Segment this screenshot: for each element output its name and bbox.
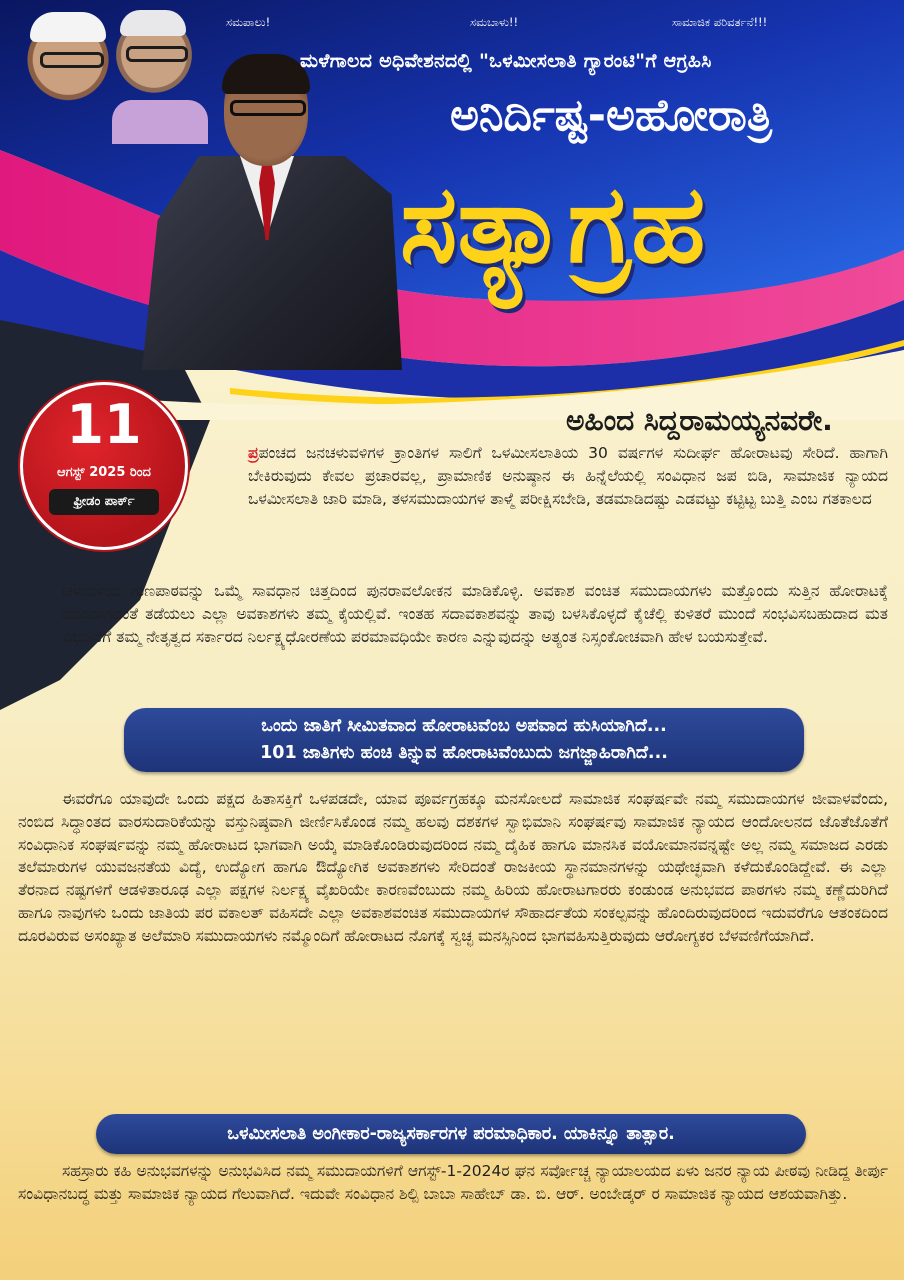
glasses-icon: [40, 52, 104, 68]
badge-venue: ಫ್ರೀಡಂ ಪಾರ್ಕ್: [49, 489, 159, 515]
portrait-right-hair: [120, 10, 186, 36]
paragraph-intro: [248, 442, 888, 510]
tag-equal-share: ಸಮಪಾಲು!: [226, 15, 271, 29]
banner-caste-claim: [124, 708, 804, 772]
portrait-left-hair: [30, 12, 106, 42]
banner-state-authority: ಒಳಮೀಸಲಾತಿ ಅಂಗೀಕಾರ-ರಾಜ್ಯಸರ್ಕಾರಗಳ ಪರಮಾಧಿಕಾರ. ಯಾಕಿನ್ನೂ ತಾತ್ಸಾರ.: [96, 1114, 806, 1154]
subheading: ಮಳೆಗಾಲದ ಅಧಿವೇಶನದಲ್ಲಿ "ಒಳಮೀಸಲಾತಿ ಗ್ಯಾರಂಟಿ"ಗೆ ಆಗ್ರಹಿಸಿ: [300, 50, 712, 72]
page-title: ಸತ್ಯಾಗ್ರಹ: [400, 161, 706, 287]
paragraph-struggle: ಈವರೆಗೂ ಯಾವುದೇ ಒಂದು ಪಕ್ಷದ ಹಿತಾಸಕ್ತಿಗೆ ಒಳಪಡದೇ, ಯಾವ ಪೂರ್ವಗ್ರಹಕ್ಕೂ ಮನಸೋಲದೆ ಸಾಮಾಜಿಕ ಸಂಘರ್ಷವೇ ನಮ್ಮ ಸಮುದಾಯಗಳ ಜೀವಾಳವೆಂದು, ನಂಬಿದ ಸಿದ್ಧಾಂತದ ವಾರಸುದಾರಿಕೆಯನ್ನು ವಸ್ತುನಿಷ್ಠವಾಗಿ ಜೀರ್ಣಿಸಿಕೊಂಡ ನಮ್ಮ ಹಲವು ದಶಕಗಳ ಸ್ವಾಭಿಮಾನಿ ಸಂಘರ್ಷವು ಸಾಮಾಜಿಕ ನ್ಯಾಯದ ಆಂದೋಲನದ ಜೊತೆಜೊತೆಗೆ ಸಂವಿಧಾನಿಕ ಸಂಘರ್ಷವನ್ನು ನಮ್ಮ ಹೋರಾಟದ ಭಾಗವಾಗಿ ಅಯ್ಕೆ ಮಾಡಿಕೊಂಡಿರುವುದರಿಂದ ನಮ್ಮ ದೈಹಿಕ ಹಾಗೂ ಮಾನಸಿಕ ವಯೋಮಾನವನ್ನಷ್ಟೇ ಅಲ್ಲ ನಮ್ಮ ಸಮಾಜದ ಎರಡು ತಲೆಮಾರುಗಳ ಯುವಜನತೆಯ ವಿದ್ಯೆ, ಉದ್ಯೋಗ ಹಾಗೂ ಔದ್ಯೋಗಿಕ ಅವಕಾಶಗಳು ಸೇರಿದಂತೆ ರಾಜಕೀಯ ಸ್ಥಾನಮಾನಗಳನ್ನು ಯಥೇಚ್ಛವಾಗಿ ಕಳೆದುಕೊಂಡಿದ್ದೇವೆ. ಈ ಎಲ್ಲಾ ತೆರನಾದ ನಷ್ಟಗಳಿಗೆ ಆಡಳಿತಾರೂಢ ಎಲ್ಲಾ ಪಕ್ಷಗಳ ನಿರ್ಲಕ್ಷ್ಯ ವೈಖರಿಯೇ ಕಾರಣವೆಂಬುದು ನಮ್ಮ ಹಿರಿಯ ಹೋರಾಟಗಾರರು ಕಂಡುಂಡ ಅನುಭವದ ಪಾಠಗಳು ನಮ್ಮ ಕಣ್ಣೆದುರಿಗಿದೆ ಹಾಗೂ ನಾವುಗಳು ಒಂದು ಜಾತಿಯ ಪರ ವಕಾಲತ್ ವಹಿಸದೇ ಎಲ್ಲಾ ಅವಕಾಶವಂಚಿತ ಸಮುದಾಯಗಳ ಸೌಹಾರ್ದತೆಯ ಸಂಕಲ್ಪವನ್ನು ಹೊಂದಿರುವುದರಿಂದ ಇದುವರೆಗೂ ಆತಂಕದಿಂದ ದೂರವಿರುವ ಅಸಂಖ್ಯಾತ ಅಲೆಮಾರಿ ಸಮುದಾಯಗಳು ನಮ್ಮೊಂದಿಗೆ ಹೋರಾಟದ ನೊಗಕ್ಕೆ ಸ್ವಚ್ಛ ಮನಸ್ಸಿನಿಂದ ಭಾಗವಹಿಸುತ್ತಿರುವುದು ಆರೋಗ್ಯಕರ ಬೆಳವಣಿಗೆಯಾಗಿದೆ.: [18, 790, 888, 945]
subtitle: ಅನಿರ್ದಿಷ್ಟ-ಅಹೋರಾತ್ರಿ: [450, 90, 772, 141]
badge-date: ಆಗಸ್ಟ್ 2025 ರಿಂದ: [57, 465, 151, 480]
address-heading: ಅಹಿಂದ ಸಿದ್ದರಾಮಯ್ಯನವರೇ.: [566, 404, 833, 437]
date-badge: [20, 382, 188, 550]
glasses-icon: [230, 100, 306, 116]
banner-line-2: 101 ಜಾತಿಗಳು ಹಂಚಿ ತಿನ್ನುವ ಹೋರಾಟವೆಂಬುದು ಜಗಜ್ಜಾಹಿರಾಗಿದೆ...: [260, 743, 668, 763]
paragraph-intro-continued: ಚಳುವಳಿಯ ಗುಣಪಾಠವನ್ನು ಒಮ್ಮೆ ಸಾವಧಾನ ಚಿತ್ತದಿಂದ ಪುನರಾವಲೋಕನ ಮಾಡಿಕೊಳ್ಳಿ. ಅವಕಾಶ ವಂಚಿತ ಸಮುದಾಯಗಳು ಮತ್ತೊಂದು ಸುತ್ತಿನ ಹೋರಾಟಕ್ಕೆ ಮುಂದಾಗದಂತೆ ತಡೆಯಲು ಎಲ್ಲಾ ಅವಕಾಶಗಳು ತಮ್ಮ ಕೈಯಲ್ಲಿವೆ. ಇಂತಹ ಸದಾವಕಾಶವನ್ನು ತಾವು ಬಳಸಿಕೊಳ್ಳದೆ ಕೈಚೆಲ್ಲಿ ಕುಳಿತರೆ ಮುಂದೆ ಸಂಭವಿಸಬಹುದಾದ ಮತ ವಿಭಜನೆಗೆ ತಮ್ಮ ನೇತೃತ್ವದ ಸರ್ಕಾರದ ನಿರ್ಲಕ್ಷ್ಯಧೋರಣೆಯ ಪರಮಾವಧಿಯೇ ಕಾರಣ ಎನ್ನುವುದನ್ನು ಅತ್ಯಂತ ನಿಸ್ಸಂಕೋಚವಾಗಿ ಹೇಳ ಬಯಸುತ್ತೇವೆ.: [62, 582, 888, 646]
paragraph-intro-text: ಪಂಚದ ಜನಚಳುವಳಿಗಳ ಕ್ರಾಂತಿಗಳ ಸಾಲಿಗೆ ಒಳಮೀಸಲಾತಿಯ 30 ವರ್ಷಗಳ ಸುದೀರ್ಘ ಹೋರಾಟವು ಸೇರಿದೆ. ಹಾಗಾಗಿ ಬೇಕಿರುವುದು ಕೇವಲ ಪ್ರಚಾರವಲ್ಲ, ಪ್ರಾಮಾಣಿಕ ಅನುಷ್ಠಾನ ಈ ಹಿನ್ನೆಲೆಯಲ್ಲಿ ಸಂವಿಧಾನ ಜಪ ಬಿಡಿ, ಸಾಮಾಜಿಕ ನ್ಯಾಯದ ಒಳಮೀಸಲಾತಿ ಜಾರಿ ಮಾಡಿ, ತಳಸಮುದಾಯಗಳ ತಾಳ್ಮೆ ಪರೀಕ್ಷಿಸಬೇಡಿ, ತಡಮಾಡಿದಷ್ಟು ಎಡವಟ್ಟು ಕಟ್ಟಿಟ್ಟ ಬುತ್ತಿ ಎಂಬ ಗತಕಾಲದ: [248, 444, 888, 508]
leader-figure: [142, 40, 402, 370]
banner-line-1: ಒಂದು ಜಾತಿಗೆ ಸೀಮಿತವಾದ ಹೋರಾಟವೆಂಬ ಅಪವಾದ ಹುಸಿಯಾಗಿದೆ...: [261, 716, 667, 736]
dropcap: ಪ್ರ: [248, 444, 259, 462]
tag-social-change: ಸಾಮಾಜಿಕ ಪರಿವರ್ತನೆ!!!: [672, 15, 768, 29]
hair: [222, 54, 310, 94]
paragraph-verdict: ಸಹಸ್ರಾರು ಕಹಿ ಅನುಭವಗಳನ್ನು ಅನುಭವಿಸಿದ ನಮ್ಮ ಸಮುದಾಯಗಳಿಗೆ ಆಗಸ್ಟ್-1-2024ರ ಘನ ಸರ್ವೋಚ್ಚ ನ್ಯಾಯಾಲಯದ ಏಳು ಜನರ ನ್ಯಾಯ ಪೀಠವು ನೀಡಿದ್ದ ತೀರ್ಪು ಸಂವಿಧಾನಬದ್ಧ ಮತ್ತು ಸಾಮಾಜಿಕ ನ್ಯಾಯದ ಗೆಲುವಾಗಿದೆ. ಇದುವೇ ಸಂವಿಧಾನ ಶಿಲ್ಪಿ ಬಾಬಾ ಸಾಹೇಬ್ ಡಾ. ಬಿ. ಆರ್. ಅಂಬೇಡ್ಕರ್ ರ ಸಾಮಾಜಿಕ ನ್ಯಾಯದ ಆಶಯವಾಗಿತ್ತು.: [18, 1162, 888, 1203]
badge-day: 11: [66, 393, 142, 456]
tag-equal-life: ಸಮಬಾಳು!!: [470, 15, 519, 29]
